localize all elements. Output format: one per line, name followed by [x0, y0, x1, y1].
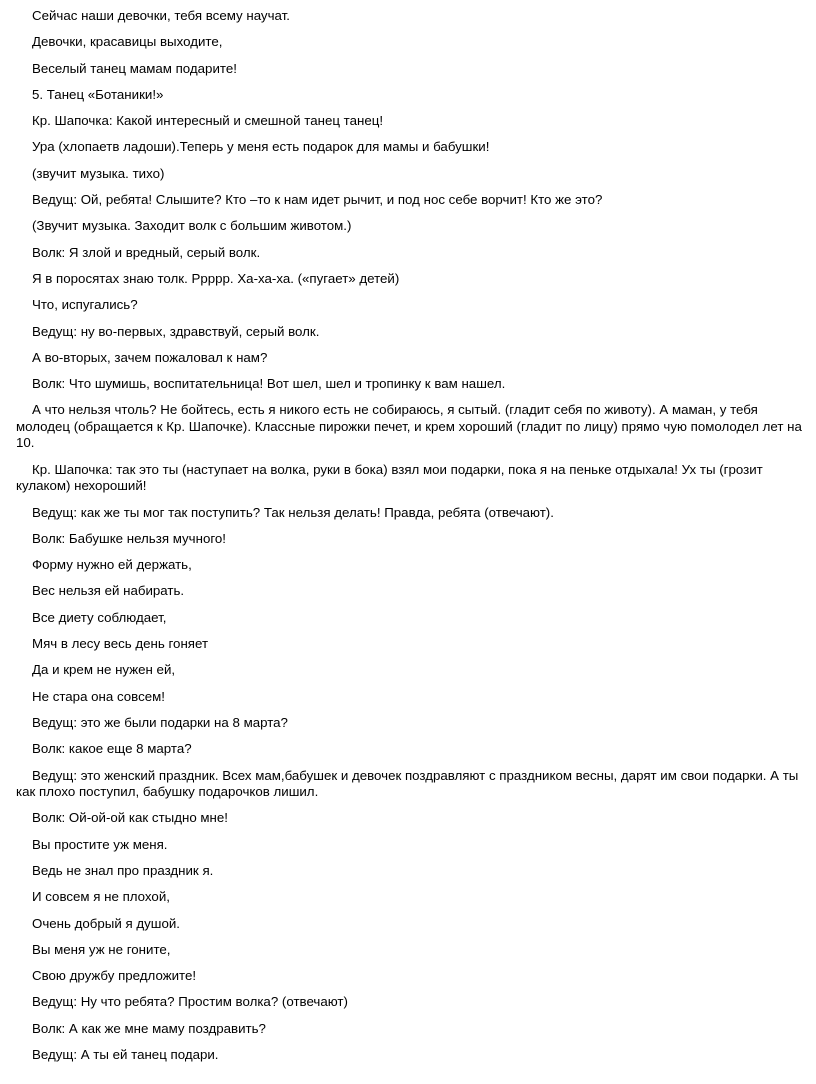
paragraph: Ведущ: это же были подарки на 8 марта?: [32, 714, 288, 730]
paragraph: Волк: А как же мне маму поздравить?: [32, 1020, 266, 1036]
paragraph: Ведущ: А ты ей танец подари.: [32, 1046, 219, 1062]
paragraph: И совсем я не плохой,: [32, 889, 170, 905]
paragraph: Вы меня уж не гоните,: [32, 941, 171, 957]
paragraph: Свою дружбу предложите!: [32, 968, 197, 984]
paragraph: Волк: Ой-ой-ой как стыдно мне!: [32, 810, 228, 826]
paragraph: Ведущ: это женский праздник. Всех мам,бабушек и девочек поздравляют с праздником весны, дарят им свои подарки. А ты как плохо поступил, бабушку подарочков лишил.: [16, 767, 799, 800]
paragraph: Ведущ: ну во-первых, здравствуй, серый волк.: [32, 323, 320, 339]
paragraph: Веселый танец мамам подарите!: [32, 60, 237, 76]
paragraph: Кр. Шапочка: Какой интересный и смешной танец танец!: [32, 113, 384, 129]
paragraph: Ура (хлопаетв ладоши).Теперь у меня есть подарок для мамы и бабушки!: [32, 139, 490, 155]
paragraph: Кр. Шапочка: так это ты (наступает на волка, руки в бока) взял мои подарки, пока я на пеньке отдыхала! Ух ты (грозит кулаком) нехороший!: [16, 461, 763, 494]
paragraph: Волк: Бабушке нельзя мучного!: [32, 530, 226, 546]
paragraph: Все диету соблюдает,: [32, 609, 167, 625]
paragraph: Ведь не знал про праздник я.: [32, 862, 214, 878]
paragraph: Волк: Что шумишь, воспитательница! Вот шел, шел и тропинку к вам нашел.: [32, 376, 506, 392]
stage-direction: (Звучит музыка. Заходит волк с большим животом.): [32, 218, 352, 234]
paragraph: А во-вторых, зачем пожаловал к нам?: [32, 349, 268, 365]
paragraph: Что, испугались?: [32, 297, 138, 313]
paragraph: Форму нужно ей держать,: [32, 557, 192, 573]
paragraph: Волк: какое еще 8 марта?: [32, 741, 192, 757]
section-heading: 5. Танец «Ботаники!»: [32, 86, 164, 102]
paragraph: Ведущ: Ну что ребята? Простим волка? (отвечают): [32, 994, 348, 1010]
paragraph: Да и крем не нужен ей,: [32, 662, 176, 678]
paragraph: Вы простите уж меня.: [32, 836, 168, 852]
stage-direction: (звучит музыка. тихо): [32, 165, 165, 181]
paragraph: Очень добрый я душой.: [32, 915, 180, 931]
paragraph: Волк: Я злой и вредный, серый волк.: [32, 244, 261, 260]
paragraph: Я в поросятах знаю толк. Ррррр. Ха-ха-ха. («пугает» детей): [32, 270, 400, 286]
paragraph: Сейчас наши девочки, тебя всему научат.: [32, 8, 290, 23]
paragraph: Ведущ: как же ты мог так поступить? Так нельзя делать! Правда, ребята (отвечают).: [32, 504, 554, 520]
paragraph: А что нельзя чтоль? Не бойтесь, есть я никого есть не собираюсь, я сытый. (гладит себя по животу). А маман, у тебя молодец (обращается к Кр. Шапочке). Классные пирожки печет, и крем хороший (гладит по лицу) прямо чую помолодел лет на 10.: [16, 402, 802, 451]
paragraph: Девочки, красавицы выходите,: [32, 34, 223, 50]
paragraph: Вес нельзя ей набирать.: [32, 583, 185, 599]
paragraph: Мяч в лесу весь день гоняет: [32, 636, 209, 652]
paragraph: Не стара она совсем!: [32, 688, 165, 704]
paragraph: Ведущ: Ой, ребята! Слышите? Кто –то к нам идет рычит, и под нос себе ворчит! Кто же это?: [32, 192, 603, 208]
